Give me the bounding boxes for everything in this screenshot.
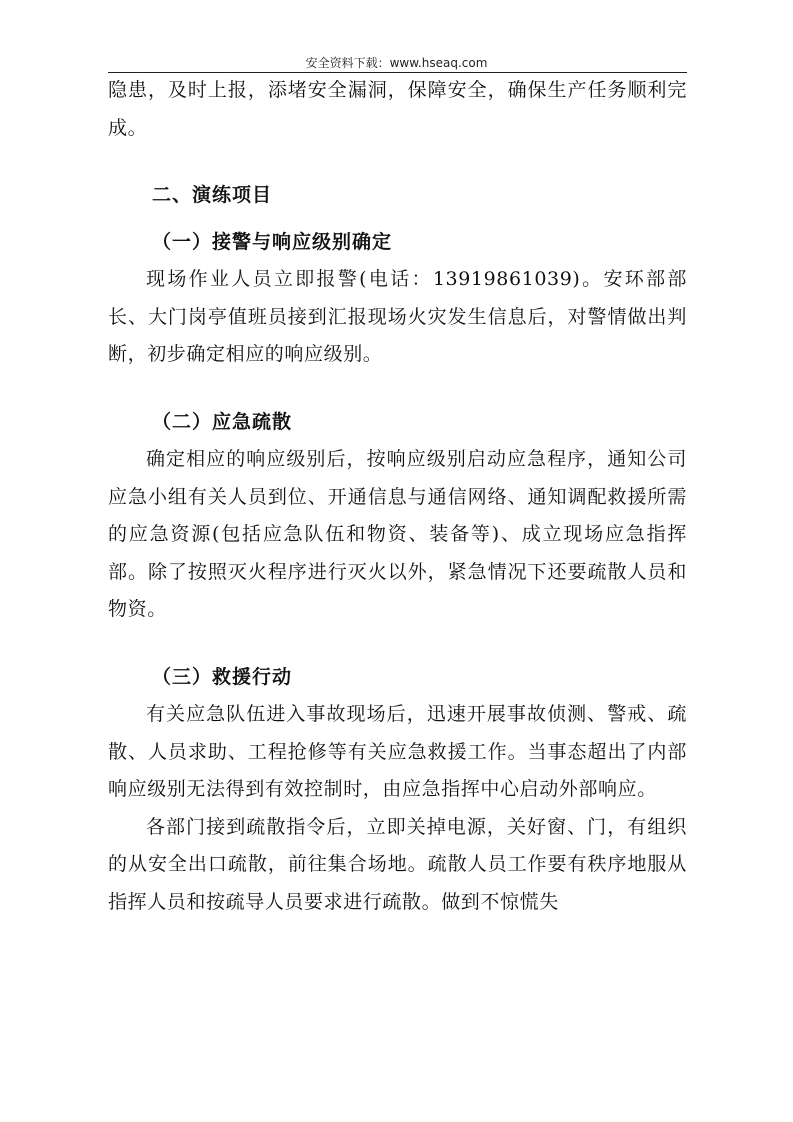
- subsection-paragraph-3b: 各部门接到疏散指令后，立即关掉电源，关好窗、门，有组织的从安全出口疏散，前往集合场地。疏散人员工作要有秩序地服从指挥人员和按疏导人员要求进行疏散。做到不惊慌失: [108, 815, 687, 913]
- intro-paragraph: 隐患，及时上报，添堵安全漏洞，保障安全，确保生产任务顺利完成。: [108, 79, 687, 139]
- subsection-paragraph-2: 确定相应的响应级别后，按响应级别启动应急程序，通知公司应急小组有关人员到位、开通信息与通信网络、通知调配救援所需的应急资源(包括应急队伍和物资、装备等)、成立现场应急指挥部。除了按照灭火程序进行灭火以外，紧急情况下还要疏散人员和物资。: [108, 448, 687, 620]
- subsection-heading-1: （一）接警与响应级别确定: [152, 230, 393, 253]
- subsection-paragraph-3a: 有关应急队伍进入事故现场后，迅速开展事故侦测、警戒、疏散、人员求助、工程抢修等有关应急救援工作。当事态超出了内部响应级别无法得到有效控制时，由应急指挥中心启动外部响应。: [108, 703, 687, 800]
- page-header: 安全资料下载：www.hseaq.com: [305, 56, 488, 70]
- subsection-heading-2: （二）应急疏散: [152, 410, 293, 433]
- document-body: [108, 72, 687, 921]
- subsection-paragraph-1: 现场作业人员立即报警(电话：13919861039)。安环部部长、大门岗亭值班员接到汇报现场火灾发生信息后，对警情做出判断，初步确定相应的响应级别。: [108, 268, 687, 365]
- subsection-heading-3: （三）救援行动: [152, 665, 293, 688]
- section-heading: 二、演练项目: [152, 184, 273, 206]
